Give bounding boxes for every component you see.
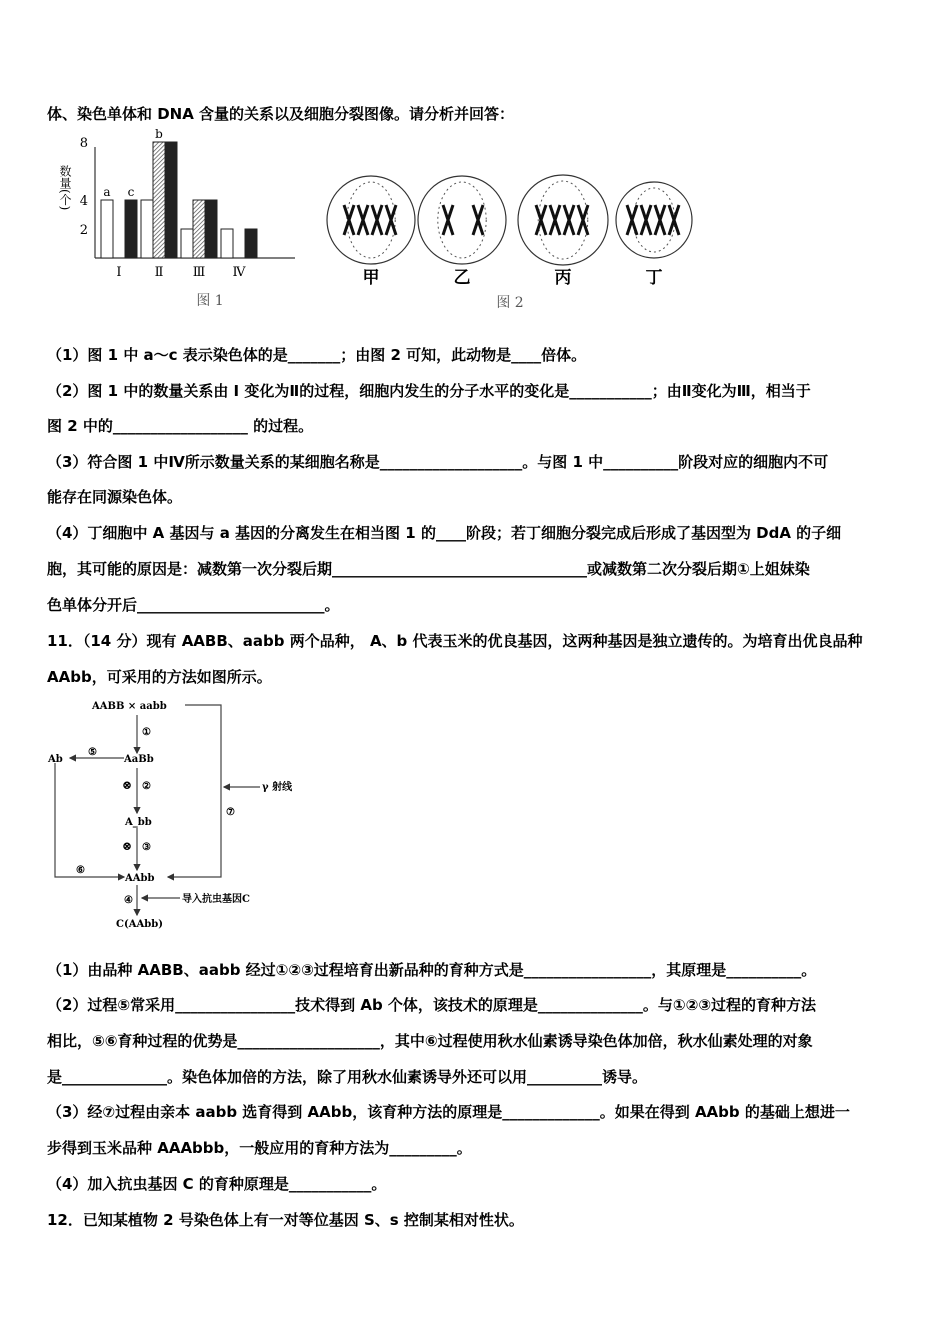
spindle: [538, 181, 588, 259]
flow-parents: AABB × aabb: [92, 701, 167, 712]
flow-step-3: ③: [142, 842, 151, 853]
flow-step-6: ⑥: [76, 865, 85, 876]
text-line: 体、染色单体和 DNA 含量的关系以及细胞分裂图像。请分析并回答：: [47, 105, 515, 123]
x-tick-label: Ⅱ: [154, 265, 164, 280]
x-tick-label: Ⅳ: [232, 265, 246, 280]
cell-0: [327, 176, 415, 264]
chromosome: [473, 205, 483, 235]
flow-f1: AaBb: [124, 754, 154, 765]
text-line: 是______________。染色体加倍的方法，除了用秋水仙素诱导外还可以用__________诱导。: [47, 1068, 648, 1086]
y-axis-label: 数量(个): [58, 165, 72, 211]
bar-c: [165, 142, 177, 258]
text-line: （2）图 1 中的数量关系由 I 变化为Ⅱ的过程，细胞内发生的分子水平的变化是___________；由Ⅱ变化为Ⅲ，相当于: [47, 382, 811, 400]
chromosome: [344, 205, 354, 235]
cell-2: [518, 175, 608, 265]
text-line: （3）符合图 1 中Ⅳ所示数量关系的某细胞名称是___________________。与图 1 中__________阶段对应的细胞内不可: [47, 453, 829, 471]
text-line: 胞，其可能的原因是：减数第一次分裂后期__________________________________或减数第二次分裂后期①上姐妹染: [47, 560, 810, 578]
breeding-flow-diagram: [40, 695, 300, 935]
bar-label: b: [155, 127, 163, 141]
chromosome: [358, 205, 368, 235]
text-line: 相比，⑤⑥育种过程的优势是___________________，其中⑥过程使用秋水仙素诱导染色体加倍，秋水仙素处理的对象: [47, 1032, 813, 1050]
cell-1: [418, 176, 506, 264]
self-cross-icon: ⊗: [122, 839, 133, 853]
text-line: 步得到玉米品种 AAAbbb，一般应用的育种方法为_________。: [47, 1139, 472, 1157]
text-line: 能存在同源染色体。: [47, 488, 183, 506]
bar-c: [125, 200, 137, 258]
figure-2-cell-division: [325, 175, 705, 310]
figure-1-bar-chart: [45, 127, 305, 315]
flow-f2: A_bb: [125, 817, 152, 828]
bar-a: [101, 200, 113, 258]
chromosome: [627, 205, 637, 235]
bar-c: [245, 229, 257, 258]
flow-haploid: Ab: [48, 754, 63, 765]
x-tick-label: Ⅲ: [192, 265, 206, 280]
chromosome: [536, 205, 546, 235]
y-tick-label: 2: [79, 223, 88, 238]
flow-step-1: ①: [142, 727, 151, 738]
chromosome: [641, 205, 651, 235]
text-line: 12．已知某植物 2 号染色体上有一对等位基因 S、s 控制某相对性状。: [47, 1211, 524, 1229]
self-cross-icon: ⊗: [122, 778, 133, 792]
spindle: [633, 188, 675, 252]
y-tick-label: 8: [79, 136, 88, 151]
chart-title: 图 1: [196, 293, 224, 309]
cell-label: 乙: [453, 268, 471, 288]
flow-step-2: ②: [142, 781, 151, 792]
cell-label: 丁: [645, 268, 663, 288]
figure-2-caption: 图 2: [496, 295, 524, 311]
y-tick-label: 4: [79, 194, 88, 209]
text-line: AAbb，可采用的方法如图所示。: [47, 668, 272, 686]
text-line: （4）丁细胞中 A 基因与 a 基因的分离发生在相当图 1 的____阶段；若丁细胞分裂完成后形成了基因型为 DdA 的子细: [47, 524, 842, 542]
flow-target: AAbb: [125, 873, 155, 884]
flow-step-5: ⑤: [88, 747, 97, 758]
text-line: 色单体分开后_________________________。: [47, 596, 340, 614]
text-line: （1）图 1 中 a～c 表示染色体的是_______；由图 2 可知，此动物是____倍体。: [47, 346, 587, 364]
bar-b: [153, 142, 165, 258]
bar-a: [221, 229, 233, 258]
cell-label: 丙: [554, 268, 572, 288]
flow-final: C(AAbb): [116, 919, 163, 930]
chromosome: [655, 205, 665, 235]
text-line: 图 2 中的__________________ 的过程。: [47, 417, 314, 435]
x-tick-label: Ⅰ: [116, 265, 122, 280]
bar-b: [193, 200, 205, 258]
text-line: （4）加入抗虫基因 C 的育种原理是___________。: [47, 1175, 387, 1193]
spindle: [347, 182, 395, 258]
chromosome: [372, 205, 382, 235]
bar-c: [205, 200, 217, 258]
flow-gamma-ray: γ 射线: [262, 782, 293, 793]
chromosome: [386, 205, 396, 235]
flow-gene-insert: 导入抗虫基因C: [182, 894, 250, 905]
bar-label: c: [127, 185, 135, 199]
chromosome: [443, 205, 453, 235]
text-line: （3）经⑦过程由亲本 aabb 选育得到 AAbb，该育种方法的原理是_____________。如果在得到 AAbb 的基础上想进一: [47, 1103, 850, 1121]
chromosome: [564, 205, 574, 235]
flow-step-7: ⑦: [226, 807, 235, 818]
text-line: 11．（14 分）现有 AABB、aabb 两个品种， A、b 代表玉米的优良基因，这两种基因是独立遗传的。为培育出优良品种: [47, 632, 863, 650]
cell-3: [616, 182, 692, 258]
chromosome: [578, 205, 588, 235]
cell-label: 甲: [362, 268, 380, 288]
text-line: （1）由品种 AABB、aabb 经过①②③过程培育出新品种的育种方式是_________________，其原理是__________。: [47, 961, 817, 979]
bar-label: a: [103, 185, 111, 199]
chromosome: [550, 205, 560, 235]
bar-a: [181, 229, 193, 258]
flow-step-4: ④: [124, 895, 133, 906]
bar-a: [141, 200, 153, 258]
text-line: （2）过程⑤常采用________________技术得到 Ab 个体，该技术的原理是______________。与①②③过程的育种方法: [47, 996, 817, 1014]
